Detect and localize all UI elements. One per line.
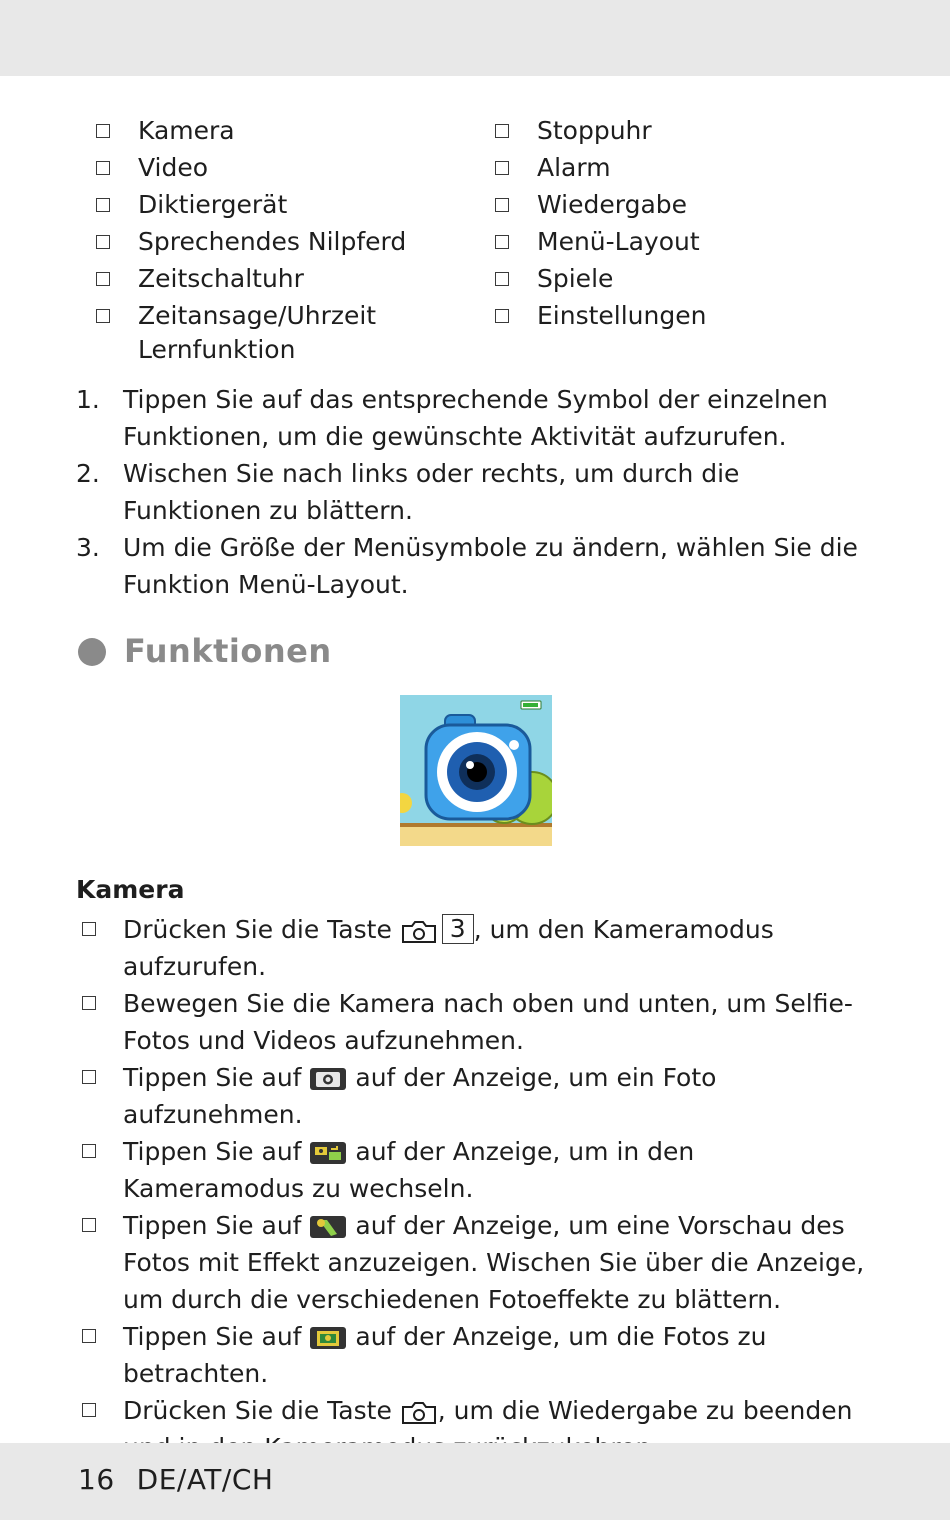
step-text: Um die Größe der Menüsymbole zu ändern, wählen Sie die Funktion Menü-Layout. [123, 533, 858, 599]
list-item-label: Diktiergerät [138, 190, 288, 219]
bullet-dot-icon [78, 638, 106, 666]
list-item [76, 1207, 876, 1318]
checkbox-icon [82, 1218, 96, 1232]
list-item [491, 262, 706, 299]
step-text: Tippen Sie auf das entsprechende Symbol der einzelnen Funktionen, um die gewünschte Aktivität aufzurufen. [123, 385, 828, 451]
step-text: Wischen Sie nach links oder rechts, um durch die Funktionen zu blättern. [123, 459, 740, 525]
checkbox-icon [96, 235, 110, 249]
key-number-box: 3 [442, 914, 474, 944]
list-item [76, 985, 876, 1059]
list-item-label: Video [138, 153, 209, 182]
list-item [491, 151, 706, 188]
list-item-label: Zeitschaltuhr [138, 264, 304, 293]
list-item [491, 114, 706, 151]
step-number: 3. [76, 533, 100, 562]
checkbox-icon [495, 124, 509, 138]
item-text: Drücken Sie die Taste [123, 915, 392, 944]
item-text: auf der Anzeige, um die Fotos zu betrachten. [123, 1322, 767, 1388]
list-item-label: Kamera [138, 116, 235, 145]
checkbox-icon [96, 309, 110, 323]
item-text: , um die Wiedergabe zu beenden [437, 1396, 853, 1425]
item-text: Tippen Sie auf [123, 1137, 302, 1166]
subsection-title: Kamera [76, 875, 185, 904]
menu-list-left [92, 114, 406, 373]
page-number: 16 [78, 1463, 115, 1496]
list-item [76, 911, 876, 985]
numbered-steps [76, 381, 876, 603]
menu-list-right [491, 114, 706, 336]
list-item [76, 1318, 876, 1392]
checkbox-icon [96, 161, 110, 175]
checkbox-icon [96, 198, 110, 212]
checkbox-icon [82, 996, 96, 1010]
magic-wand-icon [309, 1214, 347, 1240]
checkbox-icon [495, 235, 509, 249]
item-text: Tippen Sie auf [123, 1322, 302, 1351]
list-item [92, 188, 406, 225]
list-item [491, 299, 706, 336]
list-item-label: Lernfunktion [138, 335, 296, 364]
camera-outline-icon [400, 920, 438, 944]
item-text: auf der Anzeige, um ein Foto aufzunehmen. [123, 1063, 717, 1129]
list-item-label: Zeitansage/Uhrzeit [138, 301, 377, 330]
item-text: Tippen Sie auf [123, 1211, 302, 1240]
header-band [0, 0, 950, 76]
list-item-label: Sprechendes Nilpferd [138, 227, 407, 256]
checkbox-icon [495, 309, 509, 323]
footer [78, 1463, 295, 1496]
camera-outline-icon [400, 1401, 438, 1425]
list-item [491, 225, 706, 262]
list-item [76, 1059, 876, 1133]
checkbox-icon [82, 1329, 96, 1343]
section-title: Funktionen [124, 632, 332, 670]
item-text: auf der Anzeige, um in den Kameramodus zu wechseln. [123, 1137, 695, 1203]
checkbox-icon [82, 1144, 96, 1158]
list-item [92, 151, 406, 188]
list-item-label: Alarm [537, 153, 611, 182]
checkbox-icon [495, 272, 509, 286]
step-number: 2. [76, 459, 100, 488]
list-item-label: Wiedergabe [537, 190, 688, 219]
item-text: Drücken Sie die Taste [123, 1396, 392, 1425]
checkbox-icon [82, 1403, 96, 1417]
list-item-label: Menü-Layout [537, 227, 700, 256]
checkbox-icon [96, 124, 110, 138]
item-text: Bewegen Sie die Kamera nach oben und unten, um Selfie-Fotos und Videos aufzunehmen. [123, 989, 853, 1055]
step-item [76, 455, 876, 529]
list-item [491, 188, 706, 225]
list-item-label: Einstellungen [537, 301, 707, 330]
checkbox-icon [495, 161, 509, 175]
language-code: DE/AT/CH [136, 1463, 274, 1496]
camera-screen-illustration [400, 695, 552, 846]
list-item-label: Spiele [537, 264, 614, 293]
camera-shutter-icon [309, 1066, 347, 1092]
checkbox-icon [495, 198, 509, 212]
list-item [92, 299, 406, 373]
list-item [76, 1133, 876, 1207]
list-item [92, 114, 406, 151]
checkbox-icon [82, 922, 96, 936]
list-item-label: Stoppuhr [537, 116, 652, 145]
list-item [92, 262, 406, 299]
camera-app-icon [400, 695, 552, 846]
list-item [92, 225, 406, 262]
item-text: Tippen Sie auf [123, 1063, 302, 1092]
step-number: 1. [76, 385, 100, 414]
step-item [76, 381, 876, 455]
checkbox-icon [96, 272, 110, 286]
gallery-icon [309, 1325, 347, 1351]
step-item [76, 529, 876, 603]
kamera-instructions [76, 911, 876, 1466]
switch-mode-icon [309, 1140, 347, 1166]
item-text: auf der Anzeige, um eine Vorschau des Fotos mit Effekt anzuzeigen. Wischen Sie über die Anzeige, um durch die verschiedenen Fotoeffekte zu blättern. [123, 1211, 865, 1314]
checkbox-icon [82, 1070, 96, 1084]
item-text: , um den Kameramodus aufzurufen. [123, 915, 774, 981]
